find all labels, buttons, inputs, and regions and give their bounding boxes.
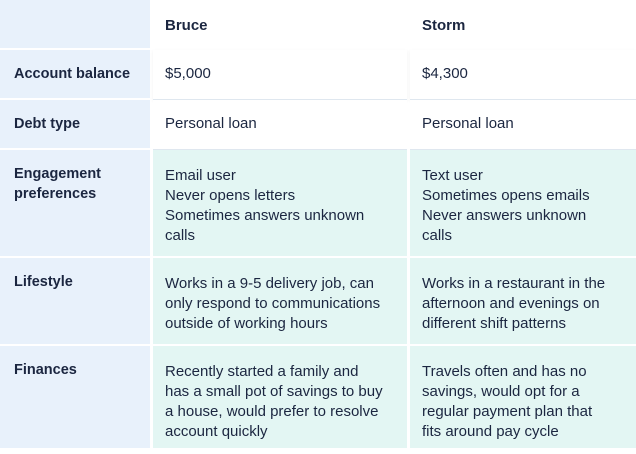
row-label-line: preferences [14, 186, 97, 202]
cell-line: calls [422, 227, 453, 244]
cell-line: a house, would prefer to resolve [165, 403, 379, 420]
cell-text: Personal loan [165, 115, 257, 132]
cell-line: Never opens letters [165, 187, 296, 204]
column-header-storm: Storm [410, 0, 636, 50]
cell-line: Recently started a family and [165, 363, 359, 380]
cell-bruce-account-balance [153, 50, 407, 100]
row-label-account-balance: Account balance [0, 50, 150, 100]
row-label-finances: Finances [0, 346, 150, 450]
cell-line: afternoon and evenings on [422, 295, 600, 312]
cell-line: Sometimes opens emails [422, 187, 590, 204]
cell-line: Travels often and has no [422, 363, 587, 380]
row-label-line: Engagement [14, 166, 102, 182]
cell-storm-finances [410, 346, 636, 450]
cell-storm-account-balance [410, 50, 636, 100]
cell-storm-lifestyle [410, 258, 636, 346]
cell-line: has a small pot of savings to buy [165, 383, 383, 400]
cell-line: savings, would opt for a [422, 383, 580, 400]
row-label-engagement-preferences [0, 150, 150, 258]
cell-line: calls [165, 227, 196, 244]
column-header-bruce: Bruce [153, 0, 407, 50]
header-corner [0, 0, 150, 50]
cell-line: different shift patterns [422, 315, 566, 332]
cell-line: Works in a 9-5 delivery job, can [165, 275, 374, 292]
cell-line: Text user [422, 167, 483, 184]
cell-bruce-lifestyle [153, 258, 407, 346]
cell-line: regular payment plan that [422, 403, 593, 420]
cell-bruce-engagement-preferences [153, 150, 407, 258]
cell-line: Sometimes answers unknown [165, 207, 365, 224]
cell-text: $5,000 [165, 65, 211, 82]
cell-storm-engagement-preferences [410, 150, 636, 258]
cell-bruce-debt-type [153, 100, 407, 150]
cell-storm-debt-type [410, 100, 636, 150]
cell-text: Personal loan [422, 115, 514, 132]
row-label-debt-type: Debt type [0, 100, 150, 150]
cell-bruce-finances [153, 346, 407, 450]
cell-line: Never answers unknown [422, 207, 587, 224]
cell-line: account quickly [165, 423, 268, 440]
cell-line: outside of working hours [165, 315, 328, 332]
cell-line: fits around pay cycle [422, 423, 559, 440]
cell-text: $4,300 [422, 65, 468, 82]
cell-line: Works in a restaurant in the [422, 275, 606, 292]
cell-line: Email user [165, 167, 236, 184]
cell-line: only respond to communications [165, 295, 381, 312]
row-label-lifestyle: Lifestyle [0, 258, 150, 346]
